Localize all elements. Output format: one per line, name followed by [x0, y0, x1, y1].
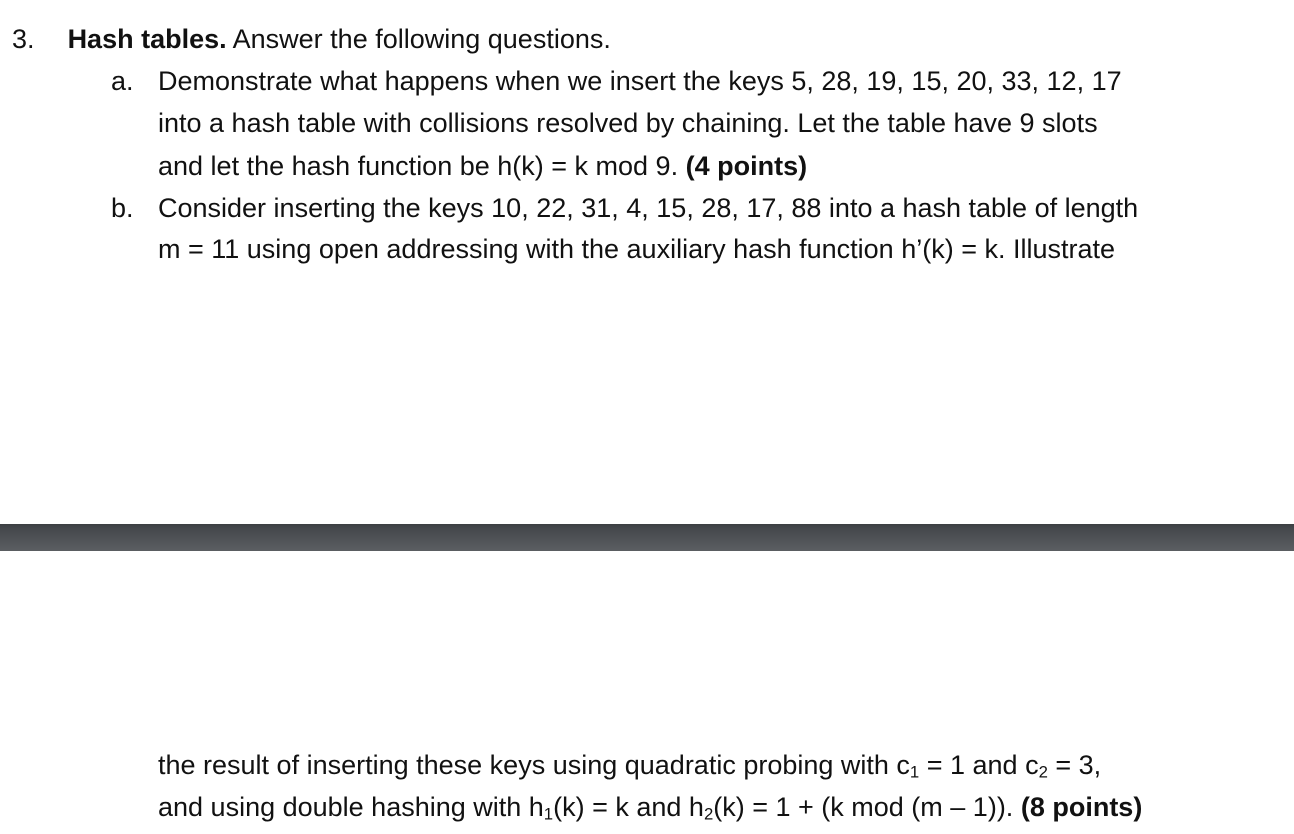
- part-a-line-1: Demonstrate what happens when we insert the keys 5, 28, 19, 15, 20, 33, 12, 17: [158, 66, 1122, 96]
- c2-subscript: 2: [1038, 762, 1048, 782]
- question-intro: Answer the following questions.: [232, 24, 611, 54]
- part-b-line-3: [158, 748, 1101, 782]
- page-break-divider: [0, 524, 1294, 551]
- h2-subscript: 2: [703, 804, 714, 824]
- h1-subscript: 1: [543, 804, 554, 824]
- part-b-points: (8 points): [1020, 792, 1143, 822]
- part-b-line-3-c: = 3,: [1047, 750, 1102, 780]
- part-b-line-3-b: = 1 and c: [919, 750, 1039, 780]
- part-a-line-3: [158, 149, 807, 183]
- part-b-line-2: m = 11 using open addressing with the auxiliary hash function h’(k) = k. Illustrate: [158, 234, 1116, 264]
- part-b-line-4: [158, 790, 1142, 824]
- question-number: 3.: [12, 24, 35, 54]
- part-b-line-4-b: (k) = k and h: [553, 792, 704, 822]
- part-b-line-4-c: (k) = 1 + (k mod (m – 1)).: [713, 792, 1014, 822]
- c1-subscript: 1: [909, 762, 920, 782]
- part-b-line-3-a: the result of inserting these keys using quadratic probing with c: [158, 750, 910, 780]
- part-a-line-3-text: and let the hash function be h(k) = k mod 9.: [158, 151, 679, 181]
- part-a-line-2: into a hash table with collisions resolved by chaining. Let the table have 9 slots: [158, 108, 1098, 138]
- question-title: Hash tables.: [67, 24, 227, 54]
- part-a-points: (4 points): [685, 151, 808, 181]
- part-b-line-4-a: and using double hashing with h: [158, 792, 544, 822]
- question-header: [12, 22, 611, 56]
- part-b-label: b.: [111, 193, 134, 223]
- part-a-label: a.: [111, 66, 134, 96]
- part-b-line-1: Consider inserting the keys 10, 22, 31, 4, 15, 28, 17, 88 into a hash table of length: [158, 193, 1139, 223]
